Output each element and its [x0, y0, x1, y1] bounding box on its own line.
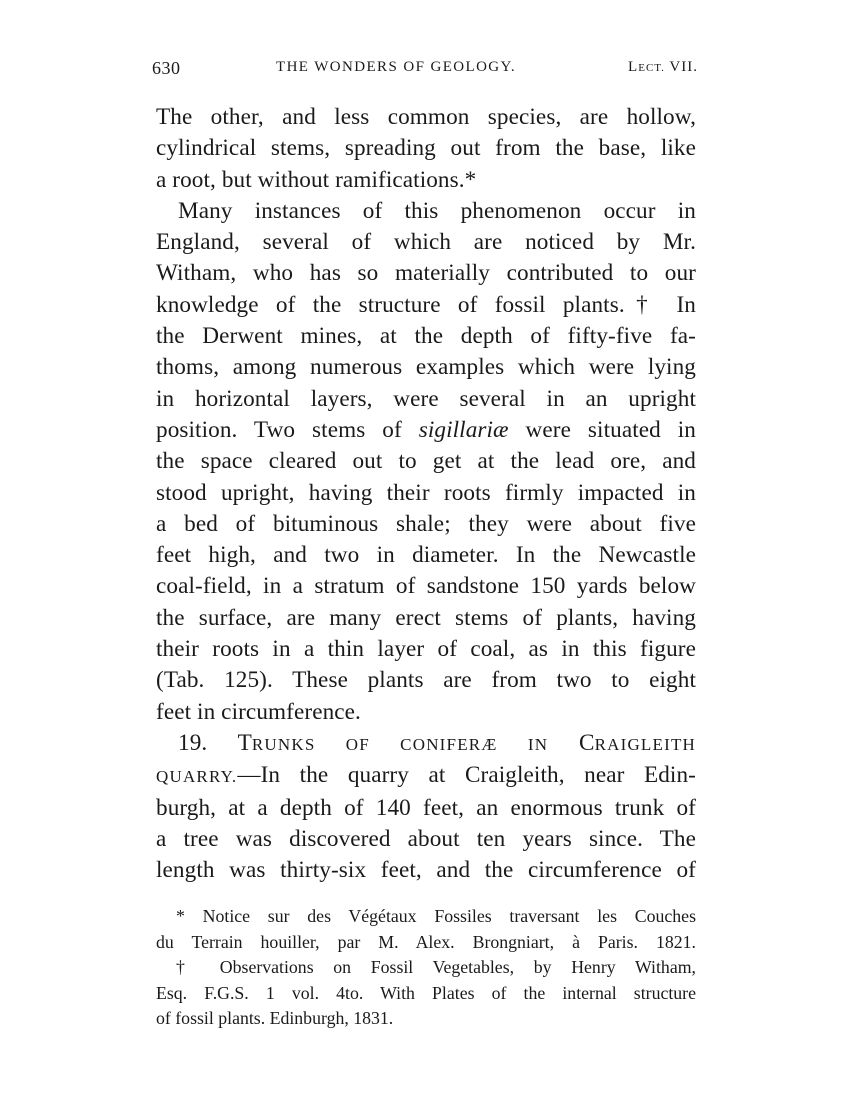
running-head	[152, 58, 698, 88]
heading-smallcaps: QUARRY.	[156, 767, 238, 787]
footnote-line: du Terrain houiller, par M. Alex. Brongniart, à Paris. 1821.	[156, 931, 696, 952]
text-line: stood upright, having their roots firmly impacted in	[156, 479, 696, 506]
section-heading-line	[156, 728, 696, 760]
running-title: THE WONDERS OF GEOLOGY.	[276, 59, 516, 75]
text-line: a tree was discovered about ten years since. The	[156, 825, 696, 852]
heading-smallcaps: RAIGLEITH	[594, 734, 697, 754]
text-line: their roots in a thin layer of coal, as in this figure	[156, 636, 696, 663]
heading-cap: C	[578, 729, 595, 756]
text-line: burgh, at a depth of 140 feet, an enormous trunk of	[156, 794, 696, 821]
text-line: coal-field, in a stratum of sandstone 150 yards below	[156, 573, 696, 600]
section-number: 19.	[178, 729, 208, 756]
text-line: Witham, who has so materially contributed to our	[156, 260, 696, 287]
text-line: (Tab. 125). These plants are from two to eight	[156, 667, 696, 694]
text-line: a root, but without ramifications.*	[156, 166, 477, 193]
footnotes	[156, 904, 696, 1032]
italic-term: sigillariæ	[418, 416, 509, 443]
text-line: the space cleared out to get at the lead ore, and	[156, 448, 696, 475]
text-line: Many instances of this phenomenon occur in	[178, 197, 696, 224]
body-text	[156, 102, 696, 886]
heading-cap: T	[237, 729, 252, 756]
text-line: length was thirty-six feet, and the circumference of	[156, 857, 696, 884]
text-line: cylindrical stems, spreading out from the base, like	[156, 135, 696, 162]
lecture-label	[628, 59, 698, 76]
lecture-rest: ECT.	[638, 62, 665, 74]
text-line: England, several of which are noticed by Mr.	[156, 229, 696, 256]
text-run: position. Two stems of	[156, 416, 419, 443]
text-run: —In the quarry at Craigleith, near Edin-	[237, 762, 696, 789]
text-line: knowledge of the structure of fossil plants.† In	[156, 291, 696, 318]
text-line: thoms, among numerous examples which were lying	[156, 354, 696, 381]
text-line: The other, and less common species, are hollow,	[156, 104, 696, 130]
text-line	[156, 415, 696, 446]
text-line: the surface, are many erect stems of plants, having	[156, 604, 696, 631]
text-line: a bed of bituminous shale; they were about five	[156, 510, 696, 537]
page-number: 630	[152, 58, 181, 78]
lecture-number: VII.	[669, 59, 698, 75]
text-line	[156, 760, 696, 792]
text-line: feet in circumference.	[156, 698, 361, 725]
text-run: were situated in	[508, 416, 696, 443]
text-line: feet high, and two in diameter. In the Newcastle	[156, 542, 696, 569]
book-page	[152, 58, 698, 1032]
footnote-line: † Observations on Fossil Vegetables, by Henry Witham,	[176, 957, 696, 978]
footnote-line: * Notice sur des Végétaux Fossiles traversant les Couches	[176, 906, 696, 927]
text-line: in horizontal layers, were several in an upright	[156, 385, 696, 412]
footnote-line: Esq. F.G.S. 1 vol. 4to. With Plates of the internal structure	[156, 982, 696, 1003]
text-line: the Derwent mines, at the depth of fifty-five fa-	[156, 323, 696, 350]
lecture-prefix: L	[628, 59, 639, 75]
heading-smallcaps: RUNKS OF CONIFERÆ IN	[251, 734, 549, 754]
footnote-line: of fossil plants. Edinburgh, 1831.	[156, 1008, 394, 1029]
